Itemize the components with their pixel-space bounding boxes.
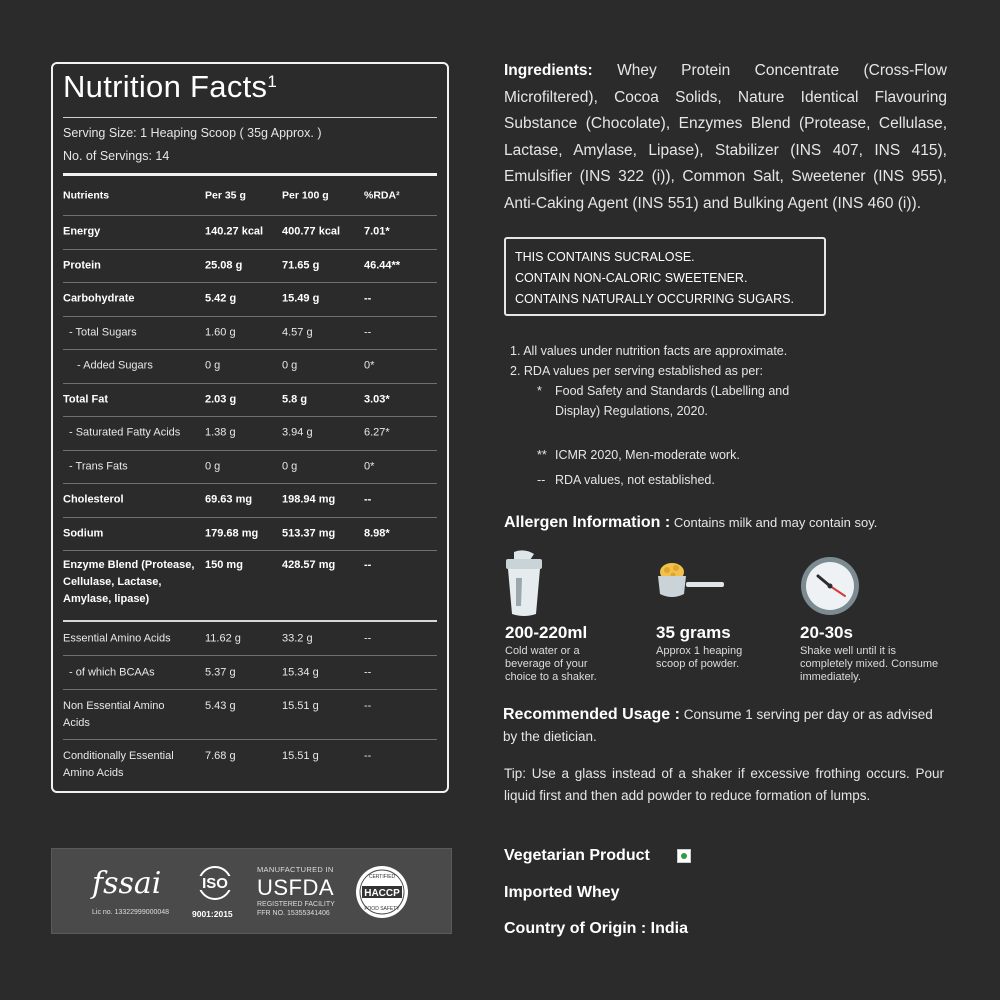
servings-count: No. of Servings: 14 (63, 149, 170, 163)
usage-shake-text: Shake well until it is completely mixed. Consume immediately. (800, 645, 939, 683)
table-row: Essential Amino Acids 11.62 g 33.2 g -- (63, 622, 437, 656)
fssai-logo: fssai (92, 866, 162, 901)
svg-text:ISO: ISO (202, 875, 228, 892)
shaker-icon (500, 550, 548, 618)
divider (63, 117, 437, 118)
usage-scoop-text: Approx 1 heaping scoop of powder. (656, 645, 743, 670)
svg-text:HACCP: HACCP (364, 888, 400, 899)
nutrition-facts-panel (51, 62, 449, 793)
table-row: Protein 25.08 g 71.65 g 46.44** (63, 250, 437, 284)
vegetarian-product: Vegetarian Product (504, 847, 650, 864)
table-row: Conditionally Essential Amino Acids 7.68 g 15.51 g -- (63, 750, 372, 779)
table-row: Non Essential Amino Acids 5.43 g 15.51 g -- (63, 690, 437, 740)
svg-text:FOOD SAFETY: FOOD SAFETY (364, 906, 400, 912)
serving-size: Serving Size: 1 Heaping Scoop ( 35g Approx. ) (63, 126, 322, 140)
footnote-star: Food Safety and Standards (Labelling and Display) Regulations, 2020. (555, 384, 790, 418)
footnote-2: 2. RDA values per serving established as per: (510, 364, 763, 378)
footnote-mark: * (537, 384, 542, 398)
recommended-usage: Recommended Usage : Consume 1 serving per day or as advised by the dietician. (503, 706, 933, 744)
table-header: Nutrients Per 35 g Per 100 g %RDA² (63, 176, 437, 216)
footnote-mark: ** (537, 448, 547, 462)
table-row: - Trans Fats 0 g 0 g 0* (63, 451, 437, 485)
table-row: Cholesterol 69.63 mg 198.94 mg -- (63, 484, 437, 518)
footnote-1: 1. All values under nutrition facts are approximate. (510, 344, 788, 358)
usage-scoop-title: 35 grams (656, 623, 731, 642)
footnote-mark: -- (537, 473, 546, 487)
usfda-registered: REGISTERED FACILITY (257, 901, 335, 908)
warning-line: CONTAIN NON-CALORIC SWEETENER. (515, 271, 748, 285)
table-row: Energy 140.27 kcal 400.77 kcal 7.01* (63, 216, 437, 250)
veg-mark-icon (677, 849, 691, 863)
usage-shake-title: 20-30s (800, 623, 853, 642)
clock-icon (799, 556, 861, 616)
imported-whey: Imported Whey (504, 884, 620, 901)
footnote-double-star: ICMR 2020, Men-moderate work. (555, 448, 740, 462)
certification-strip (51, 848, 452, 934)
table-row: Sodium 179.68 mg 513.37 mg 8.98* (63, 518, 437, 552)
tip-text: Tip: Use a glass instead of a shaker if excessive frothing occurs. Pour liquid first and then add powder to reduce formation of lumps. (504, 766, 944, 803)
nutrition-table (63, 176, 437, 792)
country-of-origin: Country of Origin : India (504, 920, 688, 937)
sweetener-warning-box (504, 237, 826, 316)
scoop-icon (656, 562, 726, 606)
table-row: Enzyme Blend (Protease, Cellulase, Lactase, Amylase, lipase) 150 mg 428.57 mg -- (63, 551, 437, 622)
table-row: - Added Sugars 0 g 0 g 0* (63, 350, 437, 384)
fssai-license: Lic no. 13322999000048 (92, 909, 170, 916)
svg-text:CERTIFIED: CERTIFIED (368, 874, 396, 880)
nutrition-title: Nutrition Facts$^1$ (63, 69, 278, 104)
allergen-info: Allergen Information : Contains milk and may contain soy. (504, 514, 878, 531)
usfda-caption: MANUFACTURED IN (257, 865, 334, 874)
table-row: Total Fat 2.03 g 5.8 g 3.03* (63, 384, 437, 418)
table-row: Carbohydrate 5.42 g 15.49 g -- (63, 283, 437, 317)
haccp-seal-icon (354, 864, 410, 920)
iso-badge-icon (192, 865, 238, 901)
table-row: - Saturated Fatty Acids 1.38 g 3.94 g 6.27* (63, 417, 437, 451)
footnote-dash: RDA values, not established. (555, 473, 715, 487)
warning-line: CONTAINS NATURALLY OCCURRING SUGARS. (515, 292, 794, 306)
table-row: - Total Sugars 1.60 g 4.57 g -- (63, 317, 437, 351)
iso-number: 9001:2015 (192, 909, 233, 919)
table-row: - of which BCAAs 5.37 g 15.34 g -- (63, 656, 437, 690)
warning-line: THIS CONTAINS SUCRALOSE. (515, 250, 695, 264)
usfda-logo: USFDA (257, 875, 335, 900)
usage-water-title: 200-220ml (505, 623, 588, 642)
usage-water-text: Cold water or a beverage of your choice to a shaker. (505, 645, 597, 683)
ingredients-text: Ingredients: Whey Protein Concentrate (Cross-Flow Microfiltered), Cocoa Solids, Nature Identical Flavouring Substance (Chocolate), Enzymes Blend (Protease, Cellulase, Lactase, Amylase, Lipase), Stabilizer (INS 407, INS 415), Emulsifier (INS 322 (i)), Common Salt, Sweetener (INS 955), Anti-Caking Agent (INS 551) and Bulking Agent (INS 460 (i)). (504, 62, 947, 212)
usfda-ffr: FFR NO. 15355341406 (257, 910, 330, 917)
